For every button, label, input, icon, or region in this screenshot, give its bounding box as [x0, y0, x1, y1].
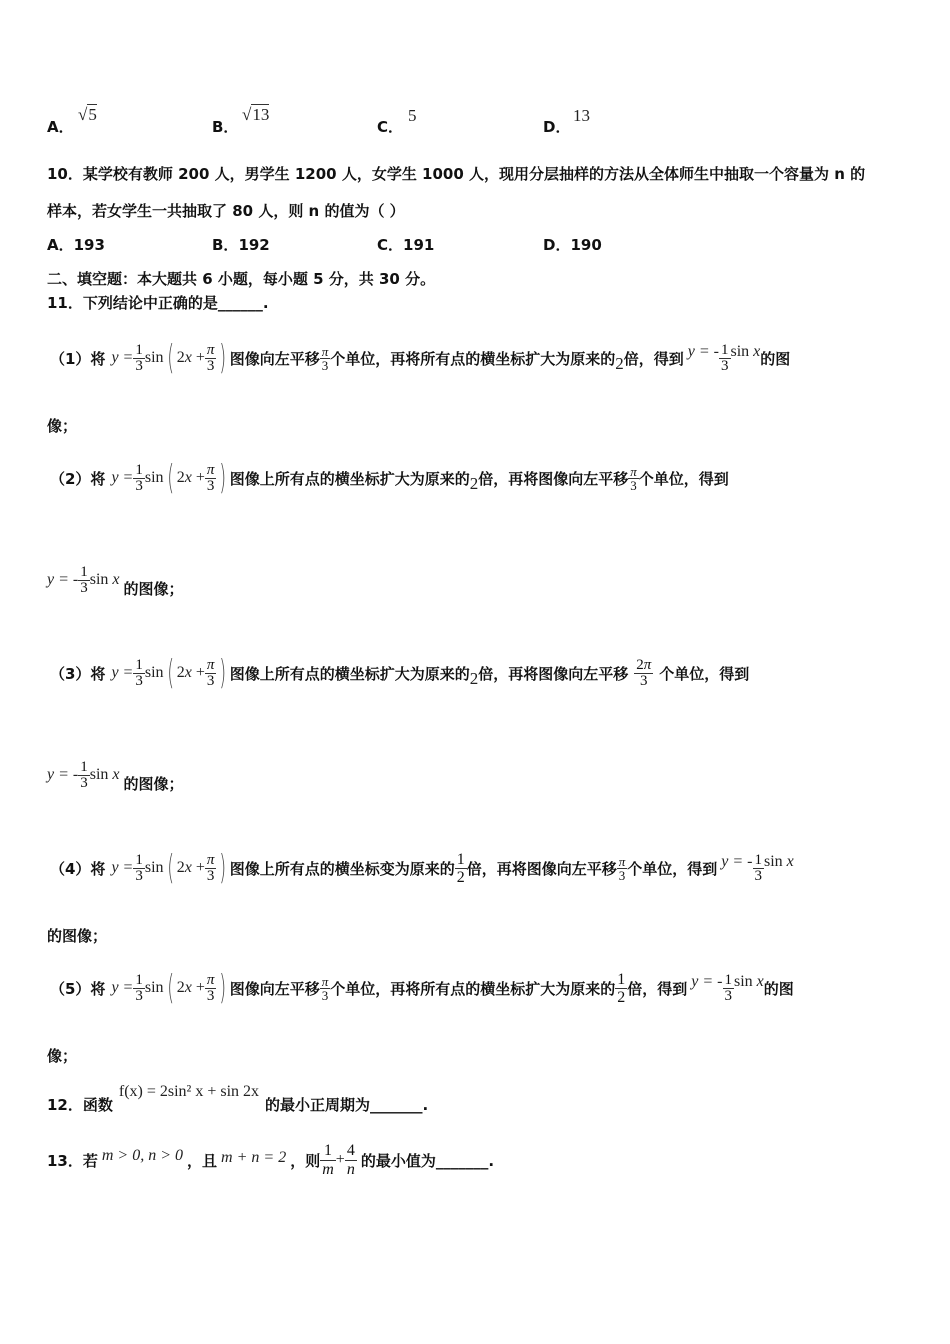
q11-item-2: （2）将 y = $\frac{1}{3}$ sin ( 2x + $\frac{\pi}{3}$ ) 图像上所有点的横坐标扩大为原来的 2 倍，再将图像向左平移 $\frac{\pi}{3}$ 个单位，得到	[50, 458, 729, 498]
frac-1-over-m: $\frac{1}{m}$	[322, 1141, 334, 1178]
q9-option-c: C．	[377, 118, 404, 136]
q11-item-1: （1）将 y = $\frac{1}{3}$ sin ( 2x + $\frac{\pi}{3}$ ) 图像向左平移 $\frac{\pi}{3}$ 个单位，再将所有点的横坐标扩大为原来的 2 倍，得到 y = - $\frac{1}{3}$ sin x 的图	[50, 338, 791, 378]
q11-stem: 11．下列结论中正确的是______.	[47, 294, 269, 312]
q9-option-d-value: 13	[573, 106, 590, 125]
section-heading: 二、填空题：本大题共 6 小题，每小题 5 分，共 30 分。	[47, 270, 436, 288]
frac-4-over-n: $\frac{4}{n}$	[346, 1141, 355, 1178]
q11-item-3-result: y = - $\frac{1}{3}$ sin x 的图像；	[47, 758, 184, 793]
q10-option-c: C．191	[377, 236, 435, 254]
q9-option-a-value: √5	[78, 105, 97, 124]
q11-item-4-cont: 的图像；	[47, 927, 108, 945]
factor-2: 2	[615, 354, 624, 373]
q12: 12．函数 f(x) = 2sin² x + sin 2x 的最小正周期为_______.	[47, 1083, 429, 1114]
frac-one-third: $\frac{1}{3}$	[135, 341, 143, 374]
q10-option-a: A．193	[47, 236, 105, 254]
frac-pi-third-shift: $\frac{\pi}{3}$	[321, 343, 329, 373]
q9-option-b-value: √13	[242, 105, 270, 124]
q11-item-2-result: y = - $\frac{1}{3}$ sin x 的图像；	[47, 563, 184, 598]
frac-one-third-result: $\frac{1}{3}$	[721, 341, 729, 374]
formula-sin: sin	[144, 349, 164, 366]
q12-formula: f(x) = 2sin² x + sin 2x	[118, 1083, 260, 1100]
q11-item-5-cont: 像；	[47, 1047, 78, 1065]
q10-option-d: D．190	[543, 236, 602, 254]
frac-pi-third: $\frac{\pi}{3}$	[206, 341, 215, 374]
formula-y: y =	[111, 349, 134, 366]
q9-option-b: B．	[212, 118, 239, 136]
q10-option-b: B．192	[212, 236, 270, 254]
q13: 13．若 m > 0, n > 0 ，且 m + n = 2 ，则 $\frac{1}{m}$ + $\frac{4}{n}$ 的最小值为_______.	[47, 1141, 495, 1178]
q11-item-1-cont: 像；	[47, 417, 78, 435]
q11-item-5: （5）将 y = $\frac{1}{3}$ sin ( 2x + $\frac{\pi}{3}$ ) 图像向左平移 $\frac{\pi}{3}$ 个单位，再将所有点的横坐标扩大为原来的 $\frac{1}{2}$ 倍，得到 y = - $\frac{1}{3}$ sin x 的图	[50, 968, 794, 1008]
q10-stem-line2: 样本，若女学生一共抽取了 80 人，则 n 的值为（ ）	[47, 202, 405, 220]
item-label: （1）将	[50, 349, 106, 368]
q9-option-c-value: 5	[408, 106, 417, 125]
q9-option-a: A．	[47, 118, 74, 136]
formula-arg: 2x +	[176, 349, 205, 366]
q11-item-4: （4）将 y = $\frac{1}{3}$ sin ( 2x + $\frac{\pi}{3}$ ) 图像上所有点的横坐标变为原来的 $\frac{1}{2}$ 倍，再将图像向左平移 $\frac{\pi}{3}$ 个单位，得到 y = - $\frac{1}{3}$ sin x	[50, 848, 794, 888]
q9-option-d: D．	[543, 118, 571, 136]
q11-item-3: （3）将 y = $\frac{1}{3}$ sin ( 2x + $\frac{\pi}{3}$ ) 图像上所有点的横坐标扩大为原来的 2 倍，再将图像向左平移 $\frac{2\pi}{3}$ 个单位，得到	[50, 653, 750, 693]
q10-stem-line1: 10．某学校有教师 200 人，男学生 1200 人，女学生 1000 人，现用分层抽样的方法从全体师生中抽取一个容量为 n 的	[47, 165, 866, 183]
